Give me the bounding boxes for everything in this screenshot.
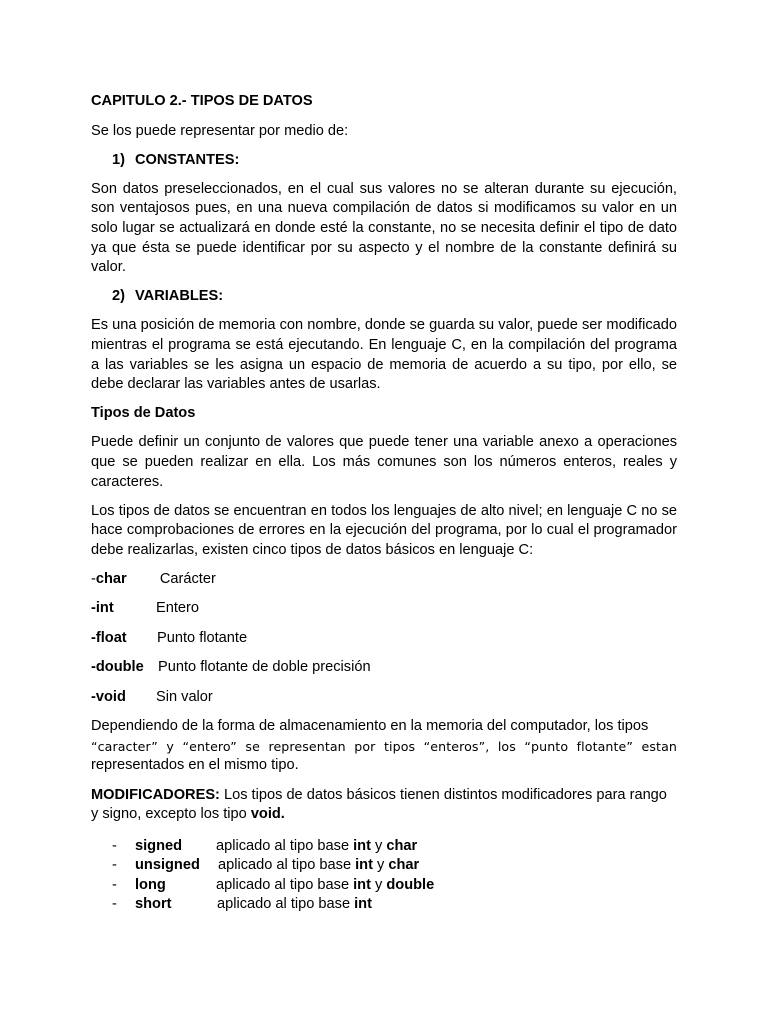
modifier-keyword: short: [135, 895, 172, 912]
type-description: Punto flotante de doble precisión: [158, 659, 371, 676]
modifier-type-2: char: [386, 837, 418, 854]
variables-paragraph: Es una posición de memoria con nombre, donde se guarda su valor, puede ser modificado mientras el programa se está ejecutando. En lenguaje C, en la compilación del programa a las variables se les asigna un espacio de memoria de acuerdo a su tipo, por ello, se debe declarar las variables antes de usarlas.: [91, 317, 677, 393]
type-keyword: -void: [91, 688, 126, 705]
modifier-type-1: int: [354, 895, 372, 912]
type-description: Entero: [156, 600, 199, 617]
modifier-keyword: unsigned: [135, 857, 200, 874]
type-keyword: -float: [91, 629, 127, 646]
modifier-type-1: int: [353, 837, 371, 854]
type-description: Carácter: [159, 570, 216, 587]
storage-line-2: “caracter” y “entero” se representan por tipos “enteros”, los “punto flotante” estan: [91, 738, 677, 754]
modifier-text: aplicado al tipo base: [217, 895, 355, 912]
section-heading-label: CONSTANTES:: [135, 151, 240, 168]
type-dash: -: [91, 570, 96, 587]
tipos-paragraph-1: Puede definir un conjunto de valores que puede tener una variable anexo a operaciones que se pueden realizar en ella. Los más comunes son los números enteros, reales y caracteres.: [91, 434, 677, 490]
modificadores-text: Los tipos de datos básicos tienen distintos modificadores para rango y signo, excepto los tipo: [91, 786, 667, 823]
modifier-keyword: long: [135, 876, 166, 893]
modifier-row: [112, 856, 677, 875]
modificadores-label: MODIFICADORES:: [91, 786, 220, 803]
storage-line-1: Dependiendo de la forma de almacenamiento en la memoria del computador, los tipos: [91, 718, 649, 735]
type-keyword: -double: [91, 659, 144, 676]
document-page: [91, 92, 677, 914]
modifier-row: [112, 876, 677, 895]
storage-paragraph: [91, 717, 677, 776]
modifier-conj: y: [370, 876, 387, 893]
modifier-bullet: -: [112, 837, 117, 854]
modifier-text: aplicado al tipo base: [218, 857, 356, 874]
basic-type-row: [91, 570, 677, 590]
tipos-heading: Tipos de Datos: [91, 405, 196, 422]
basic-type-row: [91, 688, 677, 708]
section-heading-label: VARIABLES:: [135, 288, 224, 305]
modifier-type-1: int: [353, 876, 371, 893]
section-heading-variables: [91, 287, 677, 307]
section-number: 1): [112, 151, 125, 168]
type-description: Sin valor: [156, 688, 213, 705]
modificadores-void: void.: [250, 806, 285, 823]
constantes-paragraph: Son datos preseleccionados, en el cual sus valores no se alteran durante su ejecución, son ventajosos pues, en una nueva compilación de datos si modificamos su valor en un solo lugar se actualizará en donde esté la constante, no se necesita definir el tipo de dato ya que ésta se puede identificar por su aspecto y el nombre de la constante definirá su valor.: [91, 180, 677, 276]
storage-line-3: representados en el mismo tipo.: [91, 757, 299, 774]
modifier-conj: y: [372, 857, 389, 874]
type-description: Punto flotante: [157, 629, 248, 646]
basic-types-list: [91, 570, 677, 708]
modificadores-paragraph: [91, 786, 677, 825]
modifier-type-2: double: [386, 876, 435, 893]
section-number: 2): [112, 288, 125, 305]
basic-type-row: [91, 629, 677, 649]
modifier-conj: y: [370, 837, 387, 854]
modifier-type-2: char: [388, 857, 420, 874]
modifier-keyword: signed: [135, 837, 183, 854]
section-heading-constantes: [91, 151, 677, 171]
tipos-paragraph-2: Los tipos de datos se encuentran en todos los lenguajes de alto nivel; en lenguaje C no se hace comprobaciones de errores en la ejecución del programa, por lo cual el programador debe realizarlas, existen cinco tipos de datos básicos en lenguaje C:: [91, 502, 677, 558]
modifier-bullet: -: [112, 895, 117, 912]
modifier-row: [112, 895, 677, 914]
type-keyword: -int: [91, 600, 114, 617]
chapter-title: CAPITULO 2.- TIPOS DE DATOS: [91, 93, 313, 109]
type-keyword: char: [95, 570, 127, 587]
basic-type-row: [91, 658, 677, 678]
modifier-type-1: int: [355, 857, 373, 874]
modifiers-list: [112, 837, 677, 915]
modifier-bullet: -: [112, 876, 117, 893]
modifier-text: aplicado al tipo base: [216, 837, 354, 854]
modifier-row: [112, 837, 677, 856]
modifier-bullet: -: [112, 857, 117, 874]
modifier-text: aplicado al tipo base: [216, 876, 354, 893]
basic-type-row: [91, 599, 677, 619]
intro-text: Se los puede representar por medio de:: [91, 122, 349, 139]
